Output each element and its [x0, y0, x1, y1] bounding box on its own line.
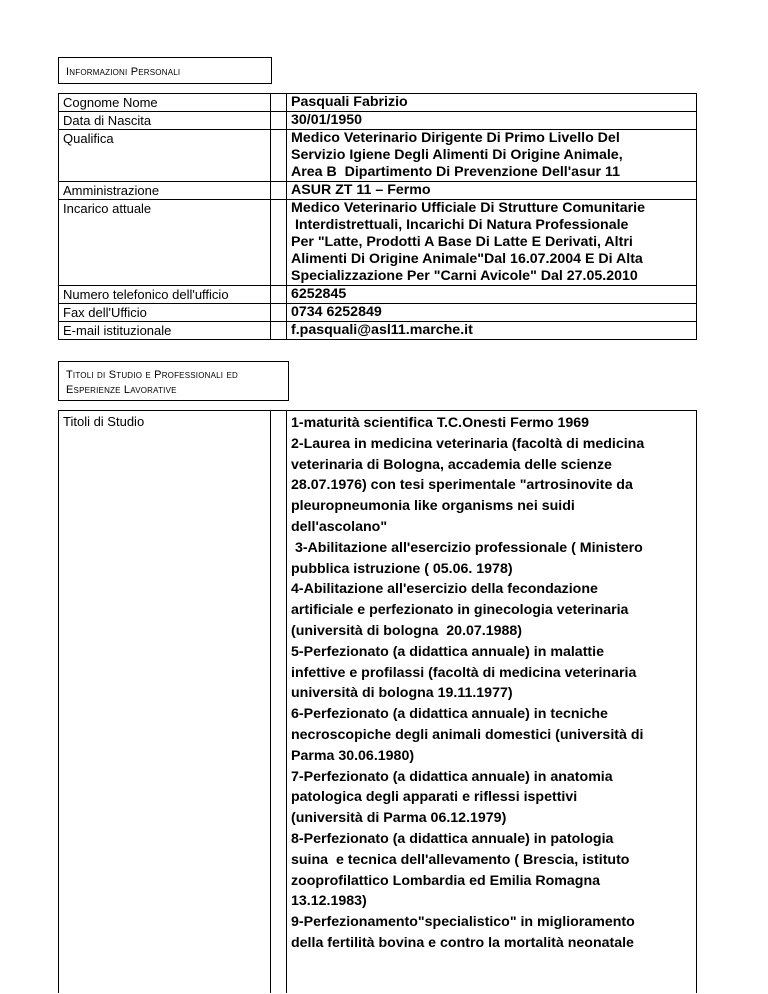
field-value-line: Medico Veterinario Dirigente Di Primo Livello Del	[291, 130, 620, 146]
table-row	[59, 200, 697, 286]
studies-line: zooprofilattico Lombardia ed Emilia Romagna	[291, 872, 601, 889]
field-value-line: Per "Latte, Prodotti A Base Di Latte E Derivati, Altri	[291, 234, 633, 250]
column-divider	[271, 322, 287, 340]
personal-info-table	[58, 93, 697, 340]
field-value	[287, 94, 697, 112]
field-value-line: Medico Veterinario Ufficiale Di Strutture Comunitarie	[291, 200, 645, 216]
studies-line: patologica degli apparati e riflessi ispettivi	[291, 789, 578, 806]
section-title-personal: Informazioni Personali	[58, 57, 272, 84]
table-row	[59, 94, 697, 112]
studies-line: 6-Perfezionato (a didattica annuale) in tecniche	[291, 706, 608, 723]
field-value-line: 30/01/1950	[291, 112, 363, 128]
column-divider	[271, 411, 287, 994]
column-divider	[271, 200, 287, 286]
column-divider	[271, 182, 287, 200]
field-label: Qualifica	[59, 130, 271, 182]
field-label: Cognome Nome	[59, 94, 271, 112]
field-value	[287, 200, 697, 286]
studies-line: veterinaria di Bologna, accademia delle scienze	[291, 456, 612, 473]
table-row	[59, 112, 697, 130]
studies-line: suina e tecnica dell'allevamento ( Brescia, istituto	[291, 851, 630, 868]
table-row	[59, 322, 697, 340]
studies-line: 2-Laurea in medicina veterinaria (facoltà di medicina	[291, 435, 645, 452]
column-divider	[271, 94, 287, 112]
field-value	[287, 322, 697, 340]
studies-line: 7-Perfezionato (a didattica annuale) in anatomia	[291, 768, 613, 785]
studies-line: della fertilità bovina e contro la mortalità neonatale	[291, 934, 634, 951]
studies-line: artificiale e perfezionato in ginecologia veterinaria	[291, 602, 629, 619]
column-divider	[271, 112, 287, 130]
field-value-line: 6252845	[291, 286, 347, 302]
table-row	[59, 182, 697, 200]
studies-line: università di bologna 19.11.1977)	[291, 685, 513, 702]
studies-line: 1-maturità scientifica T.C.Onesti Fermo 1969	[291, 415, 590, 431]
field-value	[287, 286, 697, 304]
studies-line: infettive e profilassi (facoltà di medicina veterinaria	[291, 664, 637, 681]
studies-line: 4-Abilitazione all'esercizio della fecondazione	[291, 581, 598, 598]
field-label: Incarico attuale	[59, 200, 271, 286]
studies-line: dell'ascolano"	[291, 518, 388, 535]
field-value-line: Interdistrettuali, Incarichi Di Natura Professionale	[291, 217, 629, 233]
field-value	[287, 130, 697, 182]
field-value-line: Pasquali Fabrizio	[291, 94, 408, 110]
section-title-line: Esperienze Lavorative	[66, 384, 177, 396]
column-divider	[271, 304, 287, 322]
studies-line: (università di Parma 06.12.1979)	[291, 810, 507, 827]
studies-line: Parma 30.06.1980)	[291, 747, 415, 764]
section-title-line: Titoli di Studio e Professionali ed	[66, 369, 238, 381]
column-divider	[271, 130, 287, 182]
studies-line: pubblica istruzione ( 05.06. 1978)	[291, 560, 513, 577]
field-label: E-mail istituzionale	[59, 322, 271, 340]
field-value-line: 0734 6252849	[291, 304, 382, 320]
studies-line: necroscopiche degli animali domestici (università di	[291, 726, 644, 743]
studies-line: 9-Perfezionamento"specialistico" in miglioramento	[291, 914, 635, 931]
field-label: Data di Nascita	[59, 112, 271, 130]
studies-table	[58, 410, 697, 993]
field-value	[287, 304, 697, 322]
field-value	[287, 112, 697, 130]
field-value-line: Servizio Igiene Degli Alimenti Di Origine Animale,	[291, 147, 623, 163]
table-row	[59, 411, 697, 994]
field-label: Titoli di Studio	[59, 411, 271, 994]
field-value-line: Specializzazione Per "Carni Avicole" Dal 27.05.2010	[291, 268, 638, 284]
table-row	[59, 286, 697, 304]
table-row	[59, 130, 697, 182]
field-value-line: Area B Dipartimento Di Prevenzione Dell'asur 11	[291, 164, 621, 180]
field-value-line: f.pasquali@asl11.marche.it	[291, 322, 473, 338]
studies-line: 13.12.1983)	[291, 893, 367, 910]
column-divider	[271, 286, 287, 304]
studies-line: 28.07.1976) con tesi sperimentale "artrosinovite da	[291, 477, 633, 494]
field-value-line: ASUR ZT 11 – Fermo	[291, 182, 431, 198]
field-label: Numero telefonico dell'ufficio	[59, 286, 271, 304]
studies-line: (università di bologna 20.07.1988)	[291, 622, 523, 639]
studies-line: 3-Abilitazione all'esercizio professionale ( Ministero	[291, 539, 643, 556]
field-value-line: Alimenti Di Origine Animale"Dal 16.07.2004 E Di Alta	[291, 251, 643, 267]
field-value	[287, 182, 697, 200]
field-label: Fax dell'Ufficio	[59, 304, 271, 322]
section-title-studies	[58, 361, 289, 401]
field-value	[287, 411, 697, 994]
field-label: Amministrazione	[59, 182, 271, 200]
studies-line: pleuropneumonia like organisms nei suidi	[291, 498, 575, 515]
studies-line: 5-Perfezionato (a didattica annuale) in malattie	[291, 643, 604, 660]
table-row	[59, 304, 697, 322]
studies-line: 8-Perfezionato (a didattica annuale) in patologia	[291, 830, 614, 847]
